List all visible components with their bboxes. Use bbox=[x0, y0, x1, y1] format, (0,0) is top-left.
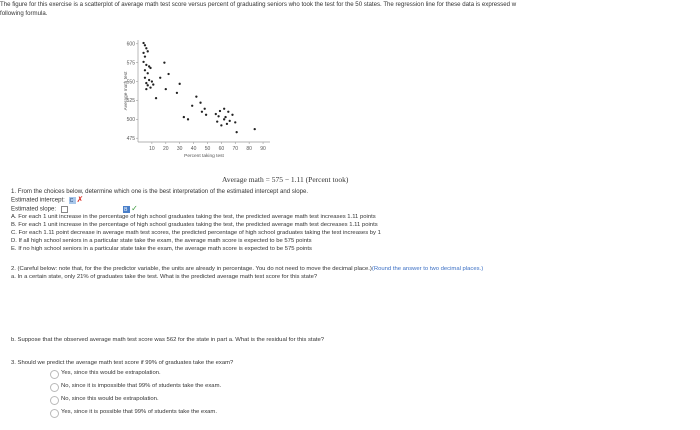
q1-option-e: E. If no high school seniors in a particular state take the exam, the average math score is expected to be 575 points bbox=[11, 246, 312, 252]
data-point bbox=[147, 72, 149, 74]
scatter-plot bbox=[104, 34, 274, 166]
data-point bbox=[167, 73, 169, 75]
q3-radio-4[interactable] bbox=[50, 409, 59, 418]
q2-instructions bbox=[11, 266, 483, 274]
data-point bbox=[219, 110, 221, 112]
data-point bbox=[159, 77, 161, 79]
slope-answer-box[interactable]: B bbox=[123, 206, 130, 213]
data-point bbox=[195, 96, 197, 98]
q2-part-a: a. In a certain state, only 21% of graduates take the test. What is the predicted average math test score for this state? bbox=[11, 274, 318, 280]
data-point bbox=[142, 42, 144, 44]
y-axis-label: Average math test bbox=[124, 71, 129, 111]
data-point bbox=[145, 88, 147, 90]
data-point bbox=[223, 118, 225, 120]
q1-option-c: C. For each 1.11 point decrease in average math test scores, the predicted percentage of high school graduates taking the test increases by 1 bbox=[11, 230, 381, 236]
q3-option-2: No, since it is impossible that 99% of students take the exam. bbox=[61, 383, 222, 389]
data-point bbox=[201, 111, 203, 113]
data-point bbox=[144, 55, 146, 57]
q3-question: 3. Should we predict the average math test score if 99% of graduates take the exam? bbox=[11, 360, 234, 366]
slope-label: Estimated slope: bbox=[11, 205, 57, 213]
q3-radio-3[interactable] bbox=[50, 396, 59, 405]
data-point bbox=[191, 105, 193, 107]
data-point bbox=[145, 64, 147, 66]
x-tick-label: 30 bbox=[176, 146, 183, 152]
x-tick-label: 40 bbox=[190, 146, 197, 152]
data-point bbox=[234, 121, 236, 123]
data-point bbox=[145, 47, 147, 49]
data-point bbox=[155, 97, 157, 99]
y-tick-label: 475 bbox=[126, 135, 135, 142]
q3-radio-1[interactable] bbox=[50, 370, 59, 379]
x-tick-label: 50 bbox=[204, 146, 211, 152]
intro-text bbox=[0, 0, 690, 18]
data-point bbox=[142, 61, 144, 63]
correct-icon: ✓ bbox=[131, 204, 138, 213]
data-point bbox=[144, 44, 146, 46]
intercept-label: Estimated intercept: bbox=[11, 196, 65, 204]
data-point bbox=[204, 108, 206, 110]
intro-line-1: The figure for this exercise is a scatterplot of average math test score versus percent of graduating seniors who took the test for the 50 states. The regression line for these data is expressed w bbox=[0, 1, 517, 8]
data-point bbox=[176, 92, 178, 94]
data-point bbox=[144, 77, 146, 79]
data-point bbox=[152, 83, 154, 85]
data-point bbox=[147, 50, 149, 52]
data-point bbox=[236, 131, 238, 133]
data-point bbox=[147, 84, 149, 86]
data-point bbox=[148, 79, 150, 81]
y-tick-label: 500 bbox=[126, 117, 135, 124]
data-point bbox=[217, 115, 219, 117]
data-point bbox=[142, 52, 144, 54]
data-point bbox=[149, 86, 151, 88]
data-point bbox=[224, 116, 226, 118]
y-tick-label: 575 bbox=[126, 60, 135, 67]
data-point bbox=[205, 114, 207, 116]
x-tick-label: 10 bbox=[149, 146, 155, 152]
data-point bbox=[254, 128, 256, 130]
y-tick-label: 550 bbox=[126, 79, 135, 86]
intro-line-2: following formula. bbox=[0, 10, 48, 17]
x-tick-label: 70 bbox=[232, 146, 239, 152]
q3-radio-2[interactable] bbox=[50, 383, 59, 392]
q1-slope-row bbox=[11, 205, 138, 214]
intercept-answer-box[interactable]: C bbox=[69, 197, 76, 204]
q1-option-a: A. For each 1 unit increase in the percentage of high school graduates taking the test, the predicted average math test increases 1.11 points bbox=[11, 214, 376, 220]
q1-option-d: D. If all high school seniors in a particular state take the exam, the average math score is expected to be 575 points bbox=[11, 238, 312, 244]
x-tick-label: 80 bbox=[246, 146, 252, 152]
incorrect-icon: ✗ bbox=[76, 195, 84, 204]
y-tick-label: 525 bbox=[126, 98, 135, 105]
q2-round-note: (Round the answer to two decimal places.) bbox=[371, 266, 484, 272]
regression-formula: Average math = 575 − 1.11 (Percent took) bbox=[222, 175, 349, 184]
data-point bbox=[179, 83, 181, 85]
q2-careful-note: 2. (Careful below: note that, for the the predictor variable, the units are already in percentage. You do not need to move the decimal place.) bbox=[11, 266, 372, 272]
data-point bbox=[149, 67, 151, 69]
q3-option-4: Yes, since it is possible that 99% of students take the exam. bbox=[61, 409, 217, 415]
q1-question: 1. From the choices below, determine which one is the best interpretation of the estimated intercept and slope. bbox=[11, 188, 309, 195]
q2-part-b: b. Suppose that the observed average math test score was 562 for the state in part a. What is the residual for this state? bbox=[11, 337, 325, 343]
data-point bbox=[151, 80, 153, 82]
data-point bbox=[229, 120, 231, 122]
q1-option-b: B. For each 1 unit increase in the percentage of high school graduates taking the test, the predicted average math test decreases 1.11 points bbox=[11, 222, 378, 228]
data-point bbox=[226, 123, 228, 125]
q3-option-1: Yes, since this would be extrapolation. bbox=[61, 370, 161, 376]
x-tick-label: 90 bbox=[260, 146, 266, 152]
data-point bbox=[163, 62, 165, 64]
y-tick-label: 600 bbox=[126, 41, 135, 48]
data-point bbox=[215, 113, 217, 115]
data-point bbox=[183, 116, 185, 118]
x-axis-label: Percent taking test bbox=[184, 154, 224, 159]
data-point bbox=[231, 114, 233, 116]
data-point bbox=[145, 82, 147, 84]
data-point bbox=[223, 108, 225, 110]
x-tick-label: 20 bbox=[163, 146, 169, 152]
data-point bbox=[216, 120, 218, 122]
slope-dropdown[interactable] bbox=[61, 206, 68, 213]
data-point bbox=[165, 88, 167, 90]
q1-intercept-row bbox=[11, 196, 83, 205]
data-point bbox=[144, 69, 146, 71]
q3-option-3: No, since this would be extrapolation. bbox=[61, 396, 159, 402]
data-point bbox=[220, 124, 222, 126]
plot-area bbox=[138, 40, 270, 142]
data-point bbox=[227, 111, 229, 113]
data-point bbox=[199, 102, 201, 104]
data-point bbox=[187, 118, 189, 120]
x-tick-label: 60 bbox=[218, 146, 225, 152]
